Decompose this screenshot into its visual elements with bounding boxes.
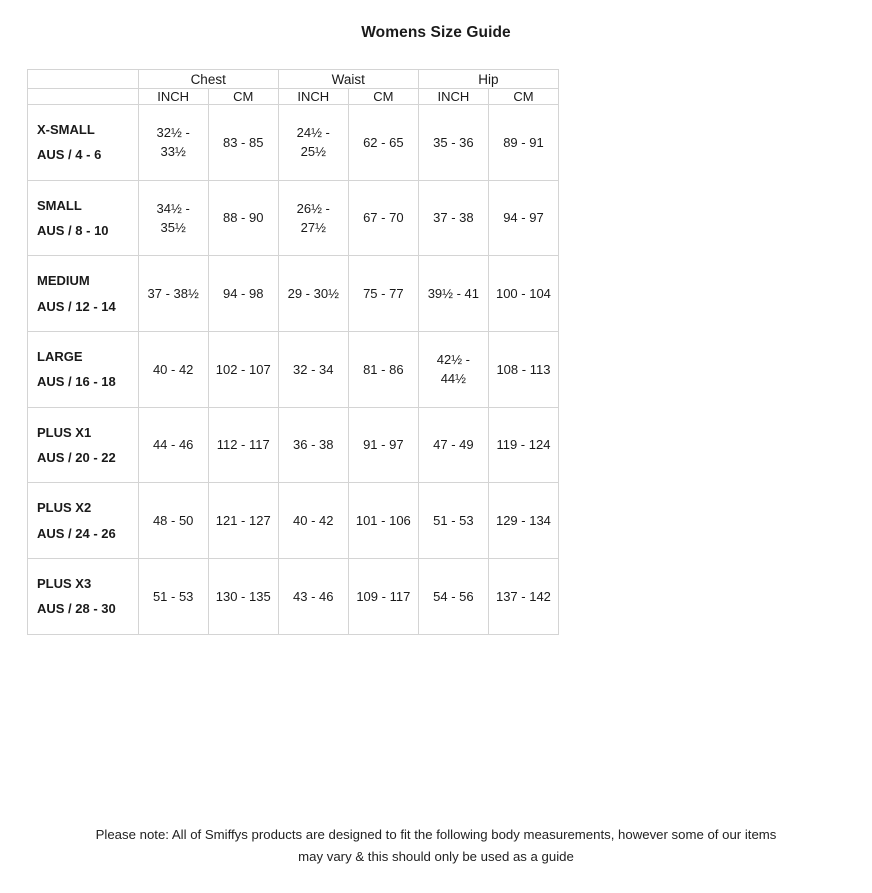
cell-chest-cm: 130 - 135 bbox=[208, 559, 278, 635]
unit-header-row bbox=[28, 89, 559, 105]
table-row bbox=[28, 105, 559, 181]
cell-chest-inch: 51 - 53 bbox=[138, 559, 208, 635]
row-size: PLUS X2 bbox=[37, 500, 92, 516]
cell-hip-inch: 37 - 38 bbox=[418, 180, 488, 256]
row-size: X-SMALL bbox=[37, 122, 95, 137]
cell-waist-inch: 32 - 34 bbox=[278, 332, 348, 408]
cell-waist-inch: 29 - 30½ bbox=[278, 256, 348, 332]
table-row bbox=[28, 256, 559, 332]
row-label bbox=[28, 559, 139, 635]
row-label bbox=[28, 180, 139, 256]
row-aus: AUS / 28 - 30 bbox=[37, 601, 116, 617]
cell-waist-cm: 75 - 77 bbox=[348, 256, 418, 332]
table-row bbox=[28, 483, 559, 559]
cell-chest-cm: 94 - 98 bbox=[208, 256, 278, 332]
cell-hip-inch: 54 - 56 bbox=[418, 559, 488, 635]
cell-waist-cm: 101 - 106 bbox=[348, 483, 418, 559]
footer-note-line-2: may vary & this should only be used as a guide bbox=[298, 848, 574, 864]
cell-waist-inch: 24½ - 25½ bbox=[278, 105, 348, 181]
group-header-waist: Waist bbox=[278, 70, 418, 89]
table-row bbox=[28, 407, 559, 483]
row-label bbox=[28, 483, 139, 559]
cell-hip-inch: 51 - 53 bbox=[418, 483, 488, 559]
cell-waist-cm: 109 - 117 bbox=[348, 559, 418, 635]
cell-chest-cm: 121 - 127 bbox=[208, 483, 278, 559]
cell-waist-inch: 43 - 46 bbox=[278, 559, 348, 635]
size-table bbox=[27, 69, 559, 635]
footer-note-line-1: Please note: All of Smiffys products are designed to fit the following body measurements, however some of our items bbox=[95, 827, 777, 842]
row-label bbox=[28, 407, 139, 483]
row-aus: AUS / 4 - 6 bbox=[37, 147, 102, 163]
table-row bbox=[28, 559, 559, 635]
cell-hip-cm: 137 - 142 bbox=[488, 559, 558, 635]
cell-hip-cm: 119 - 124 bbox=[488, 407, 558, 483]
cell-chest-cm: 112 - 117 bbox=[208, 407, 278, 483]
size-table-container bbox=[0, 69, 872, 635]
table-row bbox=[28, 332, 559, 408]
cell-hip-cm: 129 - 134 bbox=[488, 483, 558, 559]
row-aus: AUS / 24 - 26 bbox=[37, 525, 116, 541]
cell-waist-inch: 26½ - 27½ bbox=[278, 180, 348, 256]
group-header-hip: Hip bbox=[418, 70, 558, 89]
unit-header-chest-inch: INCH bbox=[138, 89, 208, 105]
cell-chest-cm: 102 - 107 bbox=[208, 332, 278, 408]
unit-header-chest-cm: CM bbox=[208, 89, 278, 105]
cell-hip-inch: 39½ - 41 bbox=[418, 256, 488, 332]
unit-header-hip-cm: CM bbox=[488, 89, 558, 105]
cell-chest-inch: 48 - 50 bbox=[138, 483, 208, 559]
cell-chest-inch: 32½ - 33½ bbox=[138, 105, 208, 181]
cell-hip-cm: 100 - 104 bbox=[488, 256, 558, 332]
row-size: PLUS X3 bbox=[37, 576, 92, 592]
page-title: Womens Size Guide bbox=[361, 24, 511, 41]
cell-waist-inch: 36 - 38 bbox=[278, 407, 348, 483]
group-header-blank bbox=[28, 70, 139, 89]
unit-header-waist-cm: CM bbox=[348, 89, 418, 105]
cell-waist-cm: 67 - 70 bbox=[348, 180, 418, 256]
row-label bbox=[28, 256, 139, 332]
cell-hip-inch: 42½ - 44½ bbox=[418, 332, 488, 408]
cell-chest-cm: 88 - 90 bbox=[208, 180, 278, 256]
size-table-body bbox=[28, 105, 559, 635]
row-label bbox=[28, 332, 139, 408]
group-header-chest: Chest bbox=[138, 70, 278, 89]
size-guide-page bbox=[0, 24, 872, 893]
size-table-head bbox=[28, 70, 559, 105]
cell-hip-cm: 94 - 97 bbox=[488, 180, 558, 256]
cell-waist-cm: 81 - 86 bbox=[348, 332, 418, 408]
cell-chest-cm: 83 - 85 bbox=[208, 105, 278, 181]
cell-hip-inch: 47 - 49 bbox=[418, 407, 488, 483]
cell-hip-cm: 89 - 91 bbox=[488, 105, 558, 181]
unit-header-waist-inch: INCH bbox=[278, 89, 348, 105]
cell-waist-cm: 91 - 97 bbox=[348, 407, 418, 483]
table-row bbox=[28, 180, 559, 256]
cell-hip-inch: 35 - 36 bbox=[418, 105, 488, 181]
row-size: LARGE bbox=[37, 349, 83, 365]
row-size: MEDIUM bbox=[37, 273, 90, 289]
row-size: PLUS X1 bbox=[37, 424, 92, 440]
row-aus: AUS / 12 - 14 bbox=[37, 298, 116, 314]
cell-chest-inch: 34½ - 35½ bbox=[138, 180, 208, 256]
row-aus: AUS / 20 - 22 bbox=[37, 450, 116, 466]
cell-chest-inch: 40 - 42 bbox=[138, 332, 208, 408]
cell-hip-cm: 108 - 113 bbox=[488, 332, 558, 408]
row-label bbox=[28, 105, 139, 181]
unit-header-hip-inch: INCH bbox=[418, 89, 488, 105]
row-aus: AUS / 8 - 10 bbox=[37, 223, 109, 239]
row-size: SMALL bbox=[37, 197, 82, 213]
unit-header-blank bbox=[28, 89, 139, 105]
cell-waist-cm: 62 - 65 bbox=[348, 105, 418, 181]
group-header-row bbox=[28, 70, 559, 89]
cell-chest-inch: 37 - 38½ bbox=[138, 256, 208, 332]
footer-note bbox=[0, 824, 872, 868]
row-aus: AUS / 16 - 18 bbox=[37, 374, 116, 390]
cell-chest-inch: 44 - 46 bbox=[138, 407, 208, 483]
cell-waist-inch: 40 - 42 bbox=[278, 483, 348, 559]
